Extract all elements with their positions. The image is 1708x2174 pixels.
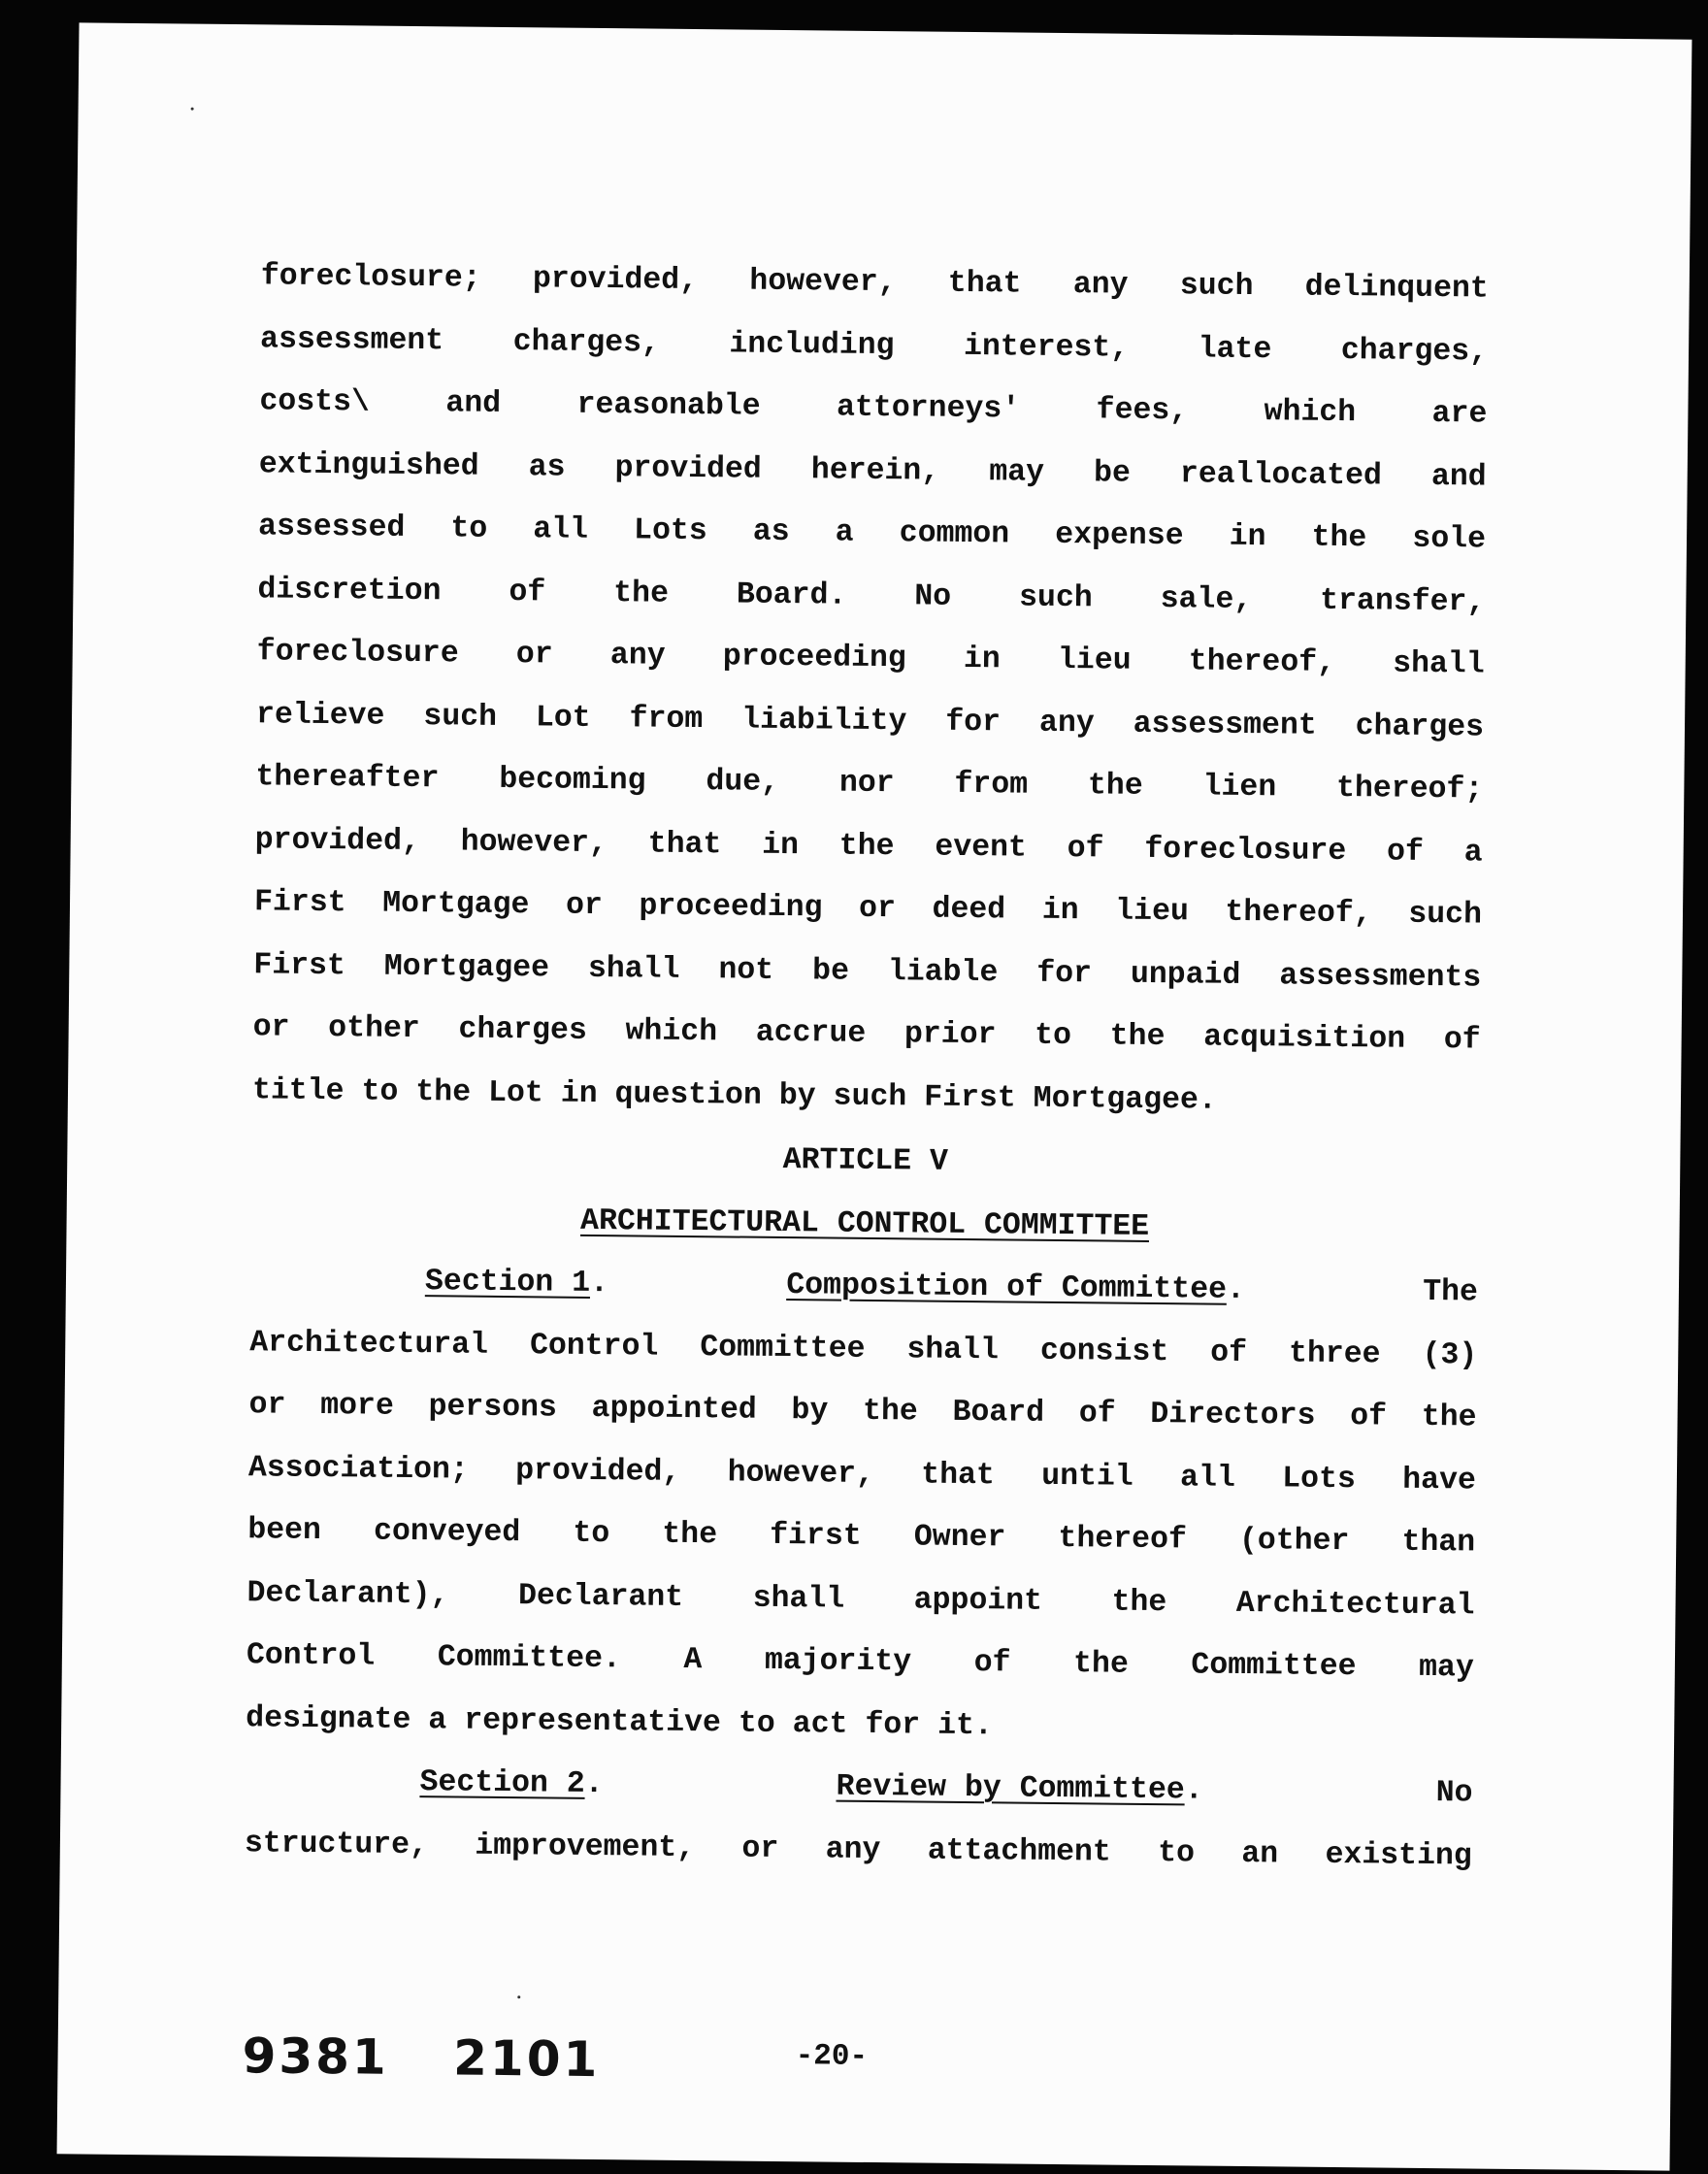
word: Declarant xyxy=(517,1578,684,1615)
word: are xyxy=(1431,396,1488,432)
word: reasonable xyxy=(576,387,761,424)
word: to xyxy=(450,511,488,546)
word: an xyxy=(1241,1836,1279,1871)
word: have xyxy=(1402,1463,1477,1499)
word: sole xyxy=(1412,521,1487,557)
text-line xyxy=(245,1813,1473,1889)
text-line xyxy=(258,434,1487,510)
word: or xyxy=(741,1831,779,1866)
text-line xyxy=(252,1060,1481,1136)
word: charges xyxy=(1355,708,1485,745)
word: extinguished xyxy=(258,446,479,484)
word: the xyxy=(1109,1019,1166,1055)
word: may xyxy=(989,454,1045,490)
document-page xyxy=(57,22,1692,2170)
page-number: -20- xyxy=(795,2039,869,2074)
word: such xyxy=(1408,897,1483,933)
word: shall xyxy=(906,1332,1000,1367)
word: charges xyxy=(458,1012,587,1048)
word: thereof, xyxy=(1225,895,1372,932)
word: herein, xyxy=(810,452,940,489)
word: First xyxy=(253,885,346,921)
word: that xyxy=(921,1458,996,1493)
word: or xyxy=(858,891,897,927)
word: any xyxy=(1072,268,1129,303)
text-line xyxy=(260,246,1489,321)
word: liability xyxy=(741,703,907,739)
word: provided xyxy=(614,450,762,487)
word: of xyxy=(509,575,546,609)
word: of xyxy=(1210,1335,1248,1370)
word: by xyxy=(791,1394,829,1429)
word: No xyxy=(914,578,952,614)
word: acquisition xyxy=(1202,1020,1406,1057)
word: the xyxy=(613,576,670,611)
word: charges, xyxy=(1340,333,1489,370)
word: Association; xyxy=(247,1450,469,1488)
word: foreclosure; xyxy=(260,259,481,296)
word: for xyxy=(1036,956,1093,991)
word: in xyxy=(963,642,1001,677)
word: for xyxy=(865,1707,921,1743)
word: however, xyxy=(727,1455,875,1492)
section-1-label: Section 1. xyxy=(424,1265,609,1301)
word: sale, xyxy=(1160,581,1253,617)
word: or xyxy=(248,1388,286,1423)
word: the xyxy=(1421,1400,1477,1435)
word: any xyxy=(609,639,666,674)
word: charges, xyxy=(512,324,661,361)
document-body xyxy=(245,246,1490,1888)
paragraph-foreclosure xyxy=(252,246,1489,1135)
word: the xyxy=(1072,1647,1129,1682)
word: or xyxy=(515,638,553,673)
word: deed xyxy=(932,892,1006,928)
word: and xyxy=(1430,459,1487,495)
word: transfer, xyxy=(1320,583,1486,620)
word: accrue xyxy=(755,1015,867,1051)
word: other xyxy=(328,1011,420,1047)
section-2-heading: Review by Committee. xyxy=(836,1769,1203,1808)
word: by xyxy=(778,1078,816,1113)
word: proceeding xyxy=(639,889,823,926)
word: conveyed xyxy=(373,1514,521,1551)
word: consist xyxy=(1039,1334,1169,1369)
word: Committee. xyxy=(437,1640,622,1677)
word: Control xyxy=(246,1638,376,1674)
word: the xyxy=(1087,769,1143,804)
word: shall xyxy=(1393,646,1485,682)
word: thereafter xyxy=(255,760,440,797)
word: than xyxy=(1401,1525,1476,1561)
word: Committee xyxy=(700,1330,866,1367)
word: which xyxy=(1264,395,1357,431)
word: not xyxy=(718,952,774,988)
word: Board xyxy=(952,1395,1045,1431)
word: in xyxy=(560,1076,598,1111)
text-line xyxy=(253,935,1482,1010)
word: first xyxy=(770,1518,862,1554)
word: fees, xyxy=(1096,393,1189,429)
word: the xyxy=(1311,520,1367,556)
word: such xyxy=(423,699,498,735)
word: common xyxy=(899,516,1010,552)
word: or xyxy=(252,1010,290,1045)
section-1-lead: The xyxy=(1423,1274,1479,1310)
word: late xyxy=(1198,331,1272,367)
word: foreclosure xyxy=(1144,832,1347,869)
word: nor xyxy=(838,766,895,802)
text-line xyxy=(246,1563,1475,1638)
word: be xyxy=(1093,455,1132,491)
word: from xyxy=(629,701,704,737)
word: the xyxy=(415,1074,472,1110)
word: assessment xyxy=(1133,707,1317,743)
word: delinquent xyxy=(1304,270,1489,307)
word: in xyxy=(1041,893,1079,929)
word: Directors xyxy=(1150,1397,1316,1433)
word: of xyxy=(1078,1397,1116,1432)
word: provided, xyxy=(254,822,421,859)
word: the xyxy=(838,829,895,864)
article-title-text: ARCHITECTURAL CONTROL COMMITTEE xyxy=(579,1203,1150,1244)
scan-speck xyxy=(517,1995,520,1998)
word: assessments xyxy=(1279,958,1482,996)
word: to xyxy=(573,1516,610,1552)
word: Mortgage xyxy=(382,886,530,923)
word: of xyxy=(973,1646,1011,1681)
word: including xyxy=(729,326,895,363)
word: Board. xyxy=(736,576,847,613)
word: thereof xyxy=(1058,1522,1188,1558)
word: relieve xyxy=(255,697,385,734)
word: persons xyxy=(428,1390,558,1426)
word: Architectural xyxy=(249,1325,489,1363)
word: in xyxy=(762,828,800,863)
word: of xyxy=(1350,1400,1388,1434)
word: discretion xyxy=(257,572,442,609)
word: a xyxy=(428,1702,447,1737)
article-number: ARTICLE V xyxy=(782,1143,949,1179)
document-number: 9381 2101 xyxy=(242,2027,601,2089)
word: Lots xyxy=(633,513,707,549)
word: title xyxy=(251,1072,345,1108)
word: be xyxy=(811,953,850,989)
word: any xyxy=(1038,706,1095,741)
word: however, xyxy=(460,825,608,861)
word: the xyxy=(1111,1585,1167,1620)
word: as xyxy=(528,449,566,485)
word: provided, xyxy=(514,1453,681,1490)
word: lien xyxy=(1202,770,1277,806)
word: appointed xyxy=(591,1391,757,1428)
word: reallocated xyxy=(1179,456,1383,493)
word: of xyxy=(1067,831,1104,866)
word: more xyxy=(320,1389,394,1424)
word: First xyxy=(924,1080,1016,1116)
word: prior xyxy=(903,1017,997,1053)
section-2-body xyxy=(245,1813,1473,1889)
word: First xyxy=(253,947,346,983)
word: Owner xyxy=(913,1520,1006,1556)
word: Lot xyxy=(487,1075,543,1110)
word: attorneys' xyxy=(836,390,1021,427)
word: becoming xyxy=(499,762,646,799)
word: attachment xyxy=(927,1833,1111,1870)
word: a xyxy=(1463,835,1483,871)
word: structure, xyxy=(244,1826,429,1862)
section-2-heading-line xyxy=(245,1750,1473,1826)
word: unpaid xyxy=(1130,957,1241,993)
word: interest, xyxy=(963,329,1130,366)
word: Lots xyxy=(1282,1461,1357,1497)
word: act xyxy=(792,1706,848,1742)
word: it. xyxy=(936,1708,994,1743)
word: such xyxy=(1179,269,1254,305)
word: Committee xyxy=(1191,1648,1357,1685)
word: to xyxy=(361,1073,399,1109)
word: lieu xyxy=(1057,642,1132,678)
word: liable xyxy=(887,954,999,990)
section-1-heading: Composition of Committee. xyxy=(786,1268,1246,1308)
word: the xyxy=(662,1517,718,1553)
word: to xyxy=(1157,1835,1196,1870)
word: (other xyxy=(1238,1523,1350,1560)
word: (3) xyxy=(1422,1337,1478,1373)
word: Architectural xyxy=(1235,1586,1475,1624)
section-2-label: Section 2. xyxy=(419,1765,604,1802)
word: Mortgagee. xyxy=(1033,1081,1217,1118)
word: expense xyxy=(1055,517,1184,554)
scan-speck xyxy=(191,108,194,111)
word: event xyxy=(935,830,1028,866)
page-footer xyxy=(242,2027,1470,2089)
word: costs\ xyxy=(259,384,371,420)
word: all xyxy=(533,512,589,547)
word: any xyxy=(825,1832,881,1867)
word: that xyxy=(947,266,1022,302)
word: to xyxy=(1034,1018,1072,1054)
word: from xyxy=(954,767,1029,803)
word: a xyxy=(835,515,854,550)
word: such xyxy=(1018,580,1093,615)
word: of xyxy=(1443,1023,1481,1058)
word: proceeding xyxy=(722,640,906,676)
word: for xyxy=(945,705,1002,740)
word: provided, xyxy=(532,262,699,299)
section-2-lead: No xyxy=(1435,1776,1473,1811)
word: appoint xyxy=(913,1582,1043,1619)
word: thereof; xyxy=(1335,771,1484,807)
word: assessment xyxy=(259,321,444,358)
word: as xyxy=(752,514,790,550)
text-line xyxy=(256,684,1485,760)
word: lieu xyxy=(1115,894,1190,930)
word: may xyxy=(1418,1650,1474,1686)
word: designate xyxy=(246,1700,411,1737)
word: Lot xyxy=(535,700,591,736)
word: or xyxy=(565,888,604,924)
word: Mortgagee xyxy=(383,949,550,985)
word: assessed xyxy=(257,510,406,545)
word: however, xyxy=(749,264,897,301)
word: and xyxy=(445,386,502,421)
word: of xyxy=(1386,835,1425,870)
word: been xyxy=(247,1513,322,1549)
word: the xyxy=(862,1394,918,1430)
word: that xyxy=(647,827,722,862)
word: shall xyxy=(752,1581,845,1617)
word: majority xyxy=(764,1643,912,1680)
word: thereof, xyxy=(1188,644,1336,680)
word: which xyxy=(625,1014,718,1050)
word: A xyxy=(683,1642,703,1678)
word: three xyxy=(1288,1335,1381,1371)
word: representative xyxy=(464,1703,722,1740)
word: due, xyxy=(706,765,780,800)
word: to xyxy=(738,1706,775,1741)
word: question xyxy=(614,1076,763,1113)
word: Declarant), xyxy=(246,1575,449,1612)
section-1-body xyxy=(246,1312,1478,1763)
word: such xyxy=(833,1079,907,1114)
word: Control xyxy=(529,1328,659,1365)
word: until xyxy=(1041,1459,1133,1495)
word: all xyxy=(1179,1460,1236,1496)
word: foreclosure xyxy=(256,635,459,672)
word: existing xyxy=(1325,1837,1472,1873)
word: shall xyxy=(587,951,680,987)
word: in xyxy=(1229,519,1266,555)
word: improvement, xyxy=(475,1828,696,1865)
